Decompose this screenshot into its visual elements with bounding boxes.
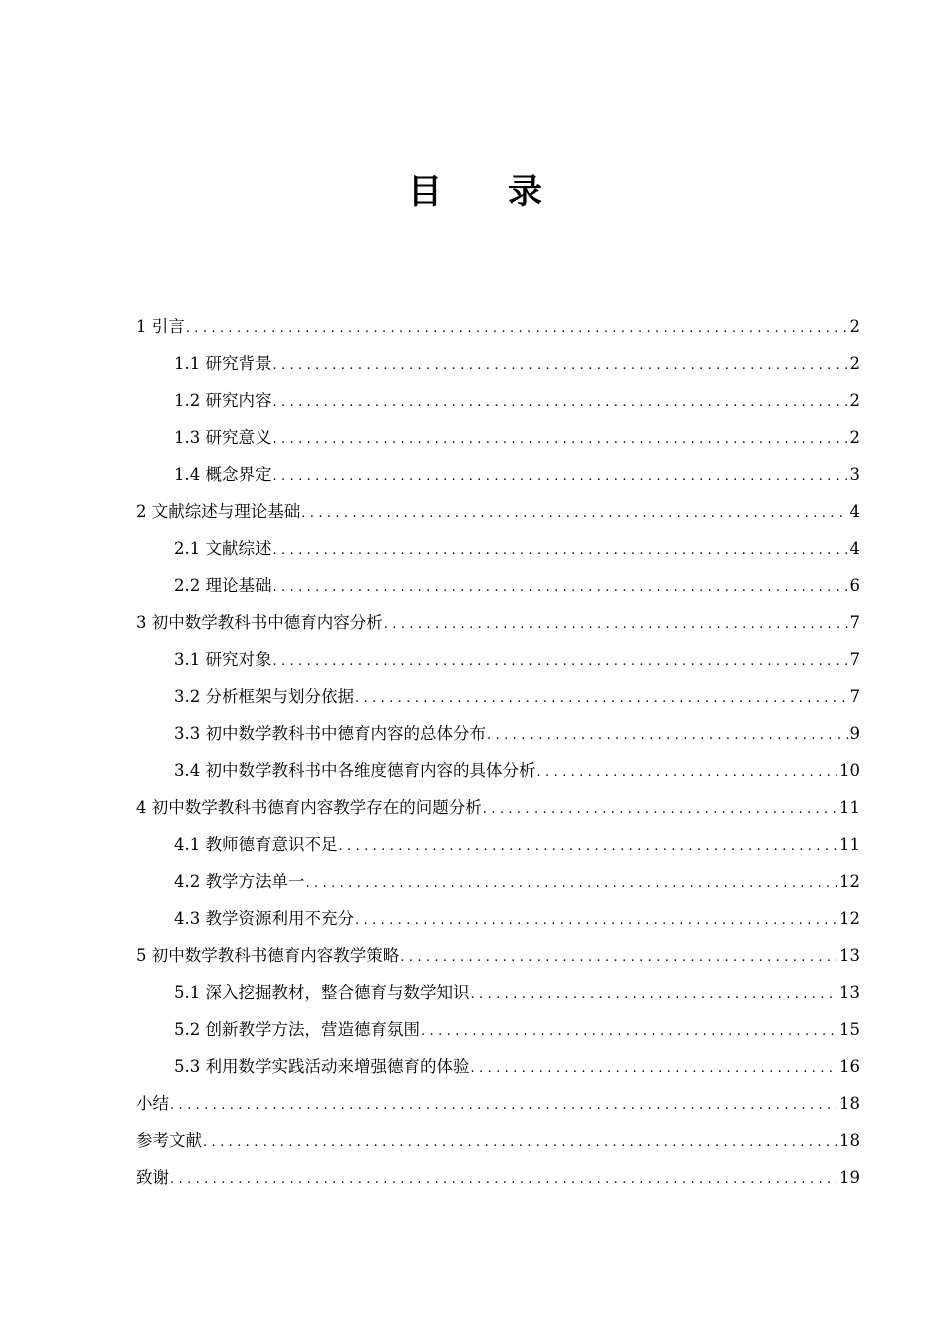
toc-entry-label: 5.1 深入挖掘教材，整合德育与数学知识 — [174, 983, 470, 1002]
toc-entry-page: 2 — [849, 317, 860, 336]
toc-entry-page: 4 — [849, 502, 860, 521]
toc-entry-1-1[interactable] — [136, 345, 860, 382]
toc-entry-1[interactable] — [136, 308, 860, 345]
toc-entry-2-1[interactable] — [136, 530, 860, 567]
toc-entry-page: 2 — [849, 354, 860, 373]
toc-entry-label: 3.4 初中数学教科书中各维度德育内容的具体分析 — [174, 761, 536, 780]
dot-leader — [170, 1087, 837, 1124]
toc-entry-label: 1.3 研究意义 — [174, 428, 272, 447]
toc-entry-page: 3 — [849, 465, 860, 484]
toc-entry-5-2[interactable] — [136, 1011, 860, 1048]
toc-entry-page: 18 — [839, 1094, 860, 1113]
toc-entry-page: 2 — [849, 391, 860, 410]
toc-entry-3-4[interactable] — [136, 752, 860, 789]
toc-entry-3-2[interactable] — [136, 678, 860, 715]
dot-leader — [487, 717, 848, 754]
toc-entry-label: 4.1 教师德育意识不足 — [174, 835, 338, 854]
dot-leader — [273, 569, 848, 606]
table-of-contents — [136, 308, 860, 1196]
toc-entry-page: 2 — [849, 428, 860, 447]
dot-leader — [170, 1161, 837, 1198]
dot-leader — [400, 939, 837, 976]
toc-entry-page: 16 — [839, 1057, 860, 1076]
toc-entry-label: 4 初中数学教科书德育内容教学存在的问题分析 — [136, 798, 482, 817]
toc-entry-page: 12 — [839, 872, 860, 891]
toc-entry-4[interactable] — [136, 789, 860, 826]
toc-entry-4-3[interactable] — [136, 900, 860, 937]
toc-entry-1-2[interactable] — [136, 382, 860, 419]
toc-entry-acknowledgements[interactable] — [136, 1159, 860, 1196]
toc-entry-page: 10 — [839, 761, 860, 780]
dot-leader — [273, 458, 848, 495]
dot-leader — [537, 754, 838, 791]
dot-leader — [273, 643, 848, 680]
toc-entry-label: 参考文献 — [136, 1131, 202, 1150]
toc-entry-label: 小结 — [136, 1094, 169, 1113]
toc-entry-page: 6 — [849, 576, 860, 595]
dot-leader — [273, 384, 848, 421]
toc-entry-3[interactable] — [136, 604, 860, 641]
dot-leader — [421, 1013, 837, 1050]
toc-entry-label: 5 初中数学教科书德育内容教学策略 — [136, 946, 400, 965]
toc-entry-label: 3.3 初中数学教科书中德育内容的总体分布 — [174, 724, 486, 743]
dot-leader — [301, 495, 847, 532]
dot-leader — [471, 976, 838, 1013]
dot-leader — [203, 1124, 837, 1161]
toc-entry-5-3[interactable] — [136, 1048, 860, 1085]
toc-entry-5-1[interactable] — [136, 974, 860, 1011]
toc-entry-label: 3 初中数学教科书中德育内容分析 — [136, 613, 383, 632]
toc-entry-page: 11 — [839, 798, 860, 817]
dot-leader — [384, 606, 848, 643]
toc-entry-label: 1.2 研究内容 — [174, 391, 272, 410]
toc-entry-4-2[interactable] — [136, 863, 860, 900]
toc-entry-page: 19 — [839, 1168, 860, 1187]
toc-entry-label: 2.2 理论基础 — [174, 576, 272, 595]
toc-entry-label: 1 引言 — [136, 317, 185, 336]
toc-entry-page: 7 — [849, 687, 860, 706]
dot-leader — [339, 828, 838, 865]
dot-leader — [186, 310, 848, 347]
toc-entry-label: 2 文献综述与理论基础 — [136, 502, 301, 521]
toc-entry-3-1[interactable] — [136, 641, 860, 678]
toc-entry-summary[interactable] — [136, 1085, 860, 1122]
toc-entry-label: 2.1 文献综述 — [174, 539, 272, 558]
toc-entry-page: 7 — [849, 650, 860, 669]
toc-entry-page: 13 — [839, 983, 860, 1002]
toc-entry-page: 12 — [839, 909, 860, 928]
toc-entry-label: 3.1 研究对象 — [174, 650, 272, 669]
dot-leader — [273, 347, 848, 384]
toc-entry-1-4[interactable] — [136, 456, 860, 493]
toc-entry-label: 4.3 教学资源利用不充分 — [174, 909, 354, 928]
toc-entry-label: 5.3 利用数学实践活动来增强德育的体验 — [174, 1057, 470, 1076]
dot-leader — [355, 680, 848, 717]
toc-entry-1-3[interactable] — [136, 419, 860, 456]
toc-entry-page: 13 — [839, 946, 860, 965]
toc-entry-label: 3.2 分析框架与划分依据 — [174, 687, 354, 706]
dot-leader — [306, 865, 838, 902]
dot-leader — [471, 1050, 838, 1087]
toc-entry-3-3[interactable] — [136, 715, 860, 752]
toc-entry-page: 9 — [849, 724, 860, 743]
dot-leader — [483, 791, 837, 828]
toc-entry-label: 致谢 — [136, 1168, 169, 1187]
toc-entry-4-1[interactable] — [136, 826, 860, 863]
dot-leader — [355, 902, 837, 939]
toc-entry-5[interactable] — [136, 937, 860, 974]
toc-entry-references[interactable] — [136, 1122, 860, 1159]
toc-entry-page: 18 — [839, 1131, 860, 1150]
toc-entry-page: 11 — [839, 835, 860, 854]
toc-entry-page: 15 — [839, 1020, 860, 1039]
dot-leader — [273, 421, 848, 458]
toc-entry-label: 4.2 教学方法单一 — [174, 872, 305, 891]
toc-entry-label: 5.2 创新教学方法，营造德育氛围 — [174, 1020, 420, 1039]
dot-leader — [273, 532, 848, 569]
toc-entry-label: 1.4 概念界定 — [174, 465, 272, 484]
toc-entry-label: 1.1 研究背景 — [174, 354, 272, 373]
toc-entry-page: 7 — [849, 613, 860, 632]
toc-entry-2[interactable] — [136, 493, 860, 530]
page-title: 目录 — [408, 172, 608, 212]
toc-entry-page: 4 — [849, 539, 860, 558]
toc-entry-2-2[interactable] — [136, 567, 860, 604]
